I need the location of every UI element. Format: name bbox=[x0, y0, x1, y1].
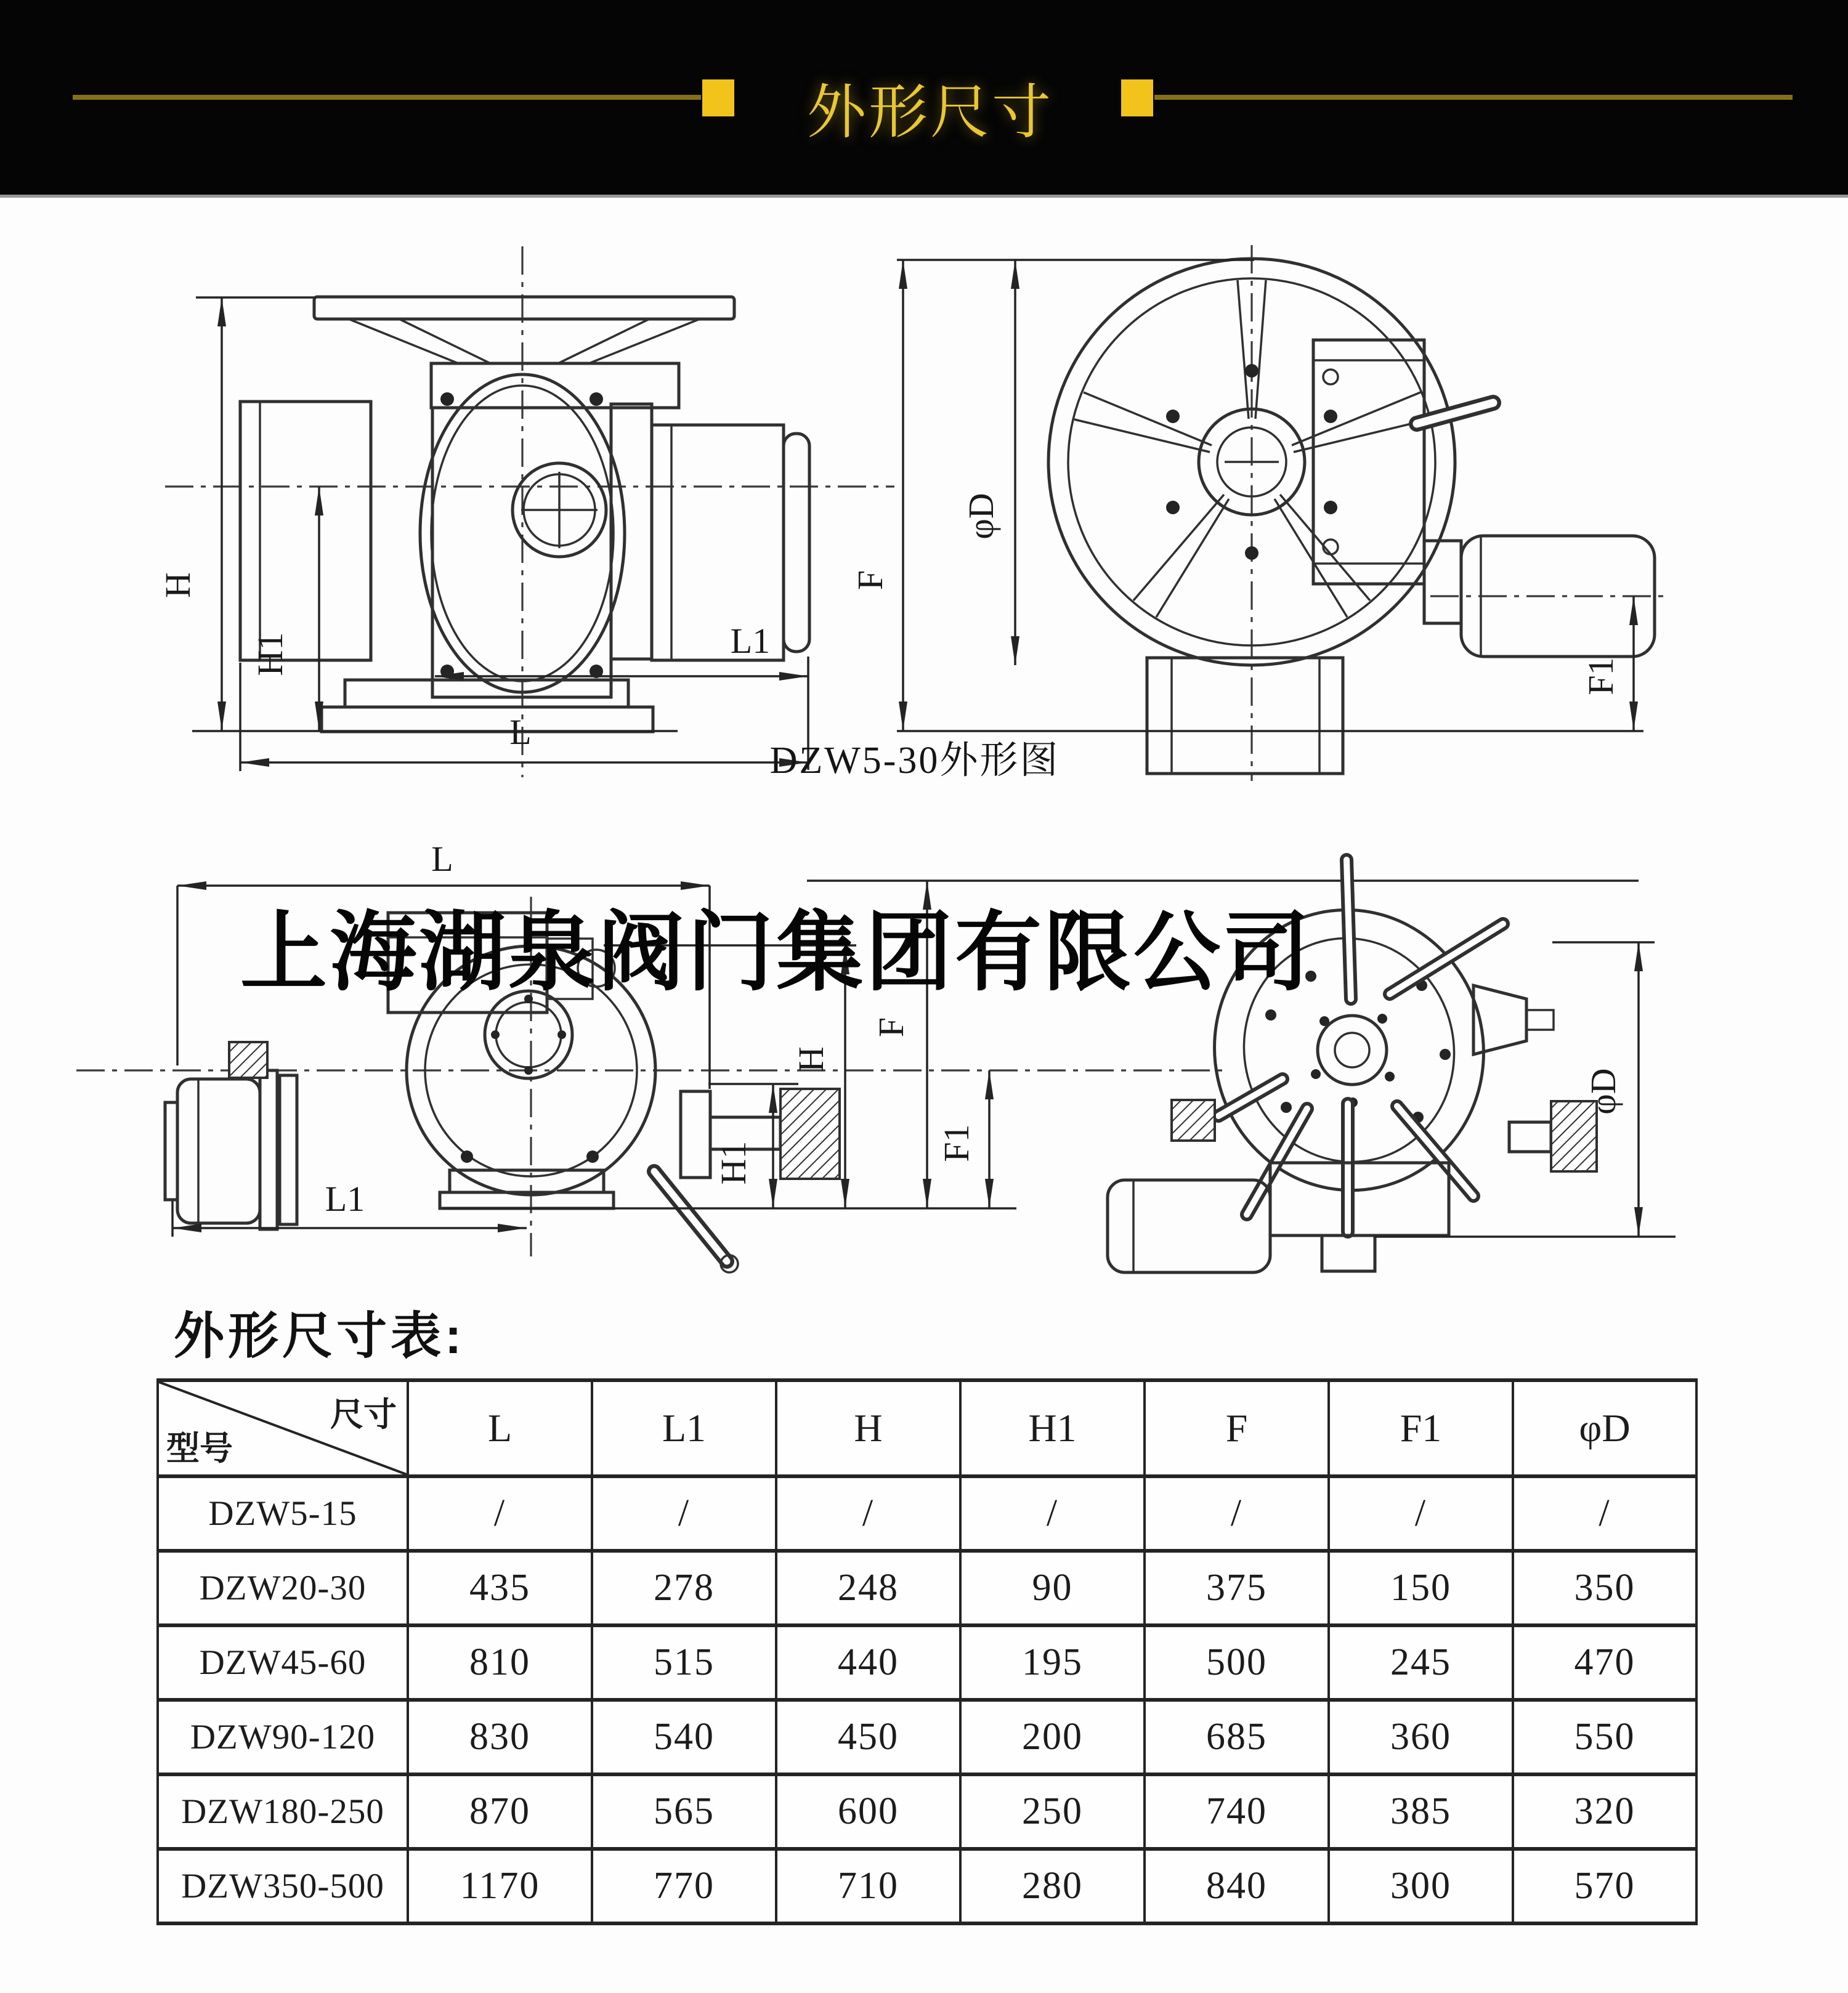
table-row bbox=[158, 1476, 1696, 1551]
model-cell: DZW20-30 bbox=[158, 1551, 408, 1625]
value-cell: 840 bbox=[1145, 1849, 1329, 1923]
actuator-wheel-view bbox=[850, 245, 1671, 781]
value-cell: 540 bbox=[592, 1700, 776, 1774]
top-stud bbox=[229, 1042, 267, 1078]
figure1-drawing bbox=[0, 197, 1848, 788]
value-cell: 200 bbox=[960, 1700, 1145, 1774]
value-cell: 450 bbox=[776, 1700, 960, 1774]
bottom-motor bbox=[1108, 1180, 1270, 1272]
motor-end-cap bbox=[165, 1102, 177, 1200]
value-cell: 300 bbox=[1329, 1849, 1513, 1923]
foot bbox=[1322, 1235, 1375, 1271]
model-cell: DZW45-60 bbox=[158, 1625, 408, 1700]
value-cell: / bbox=[1513, 1476, 1696, 1551]
handwheel-support bbox=[349, 319, 700, 363]
fig1-dim-label-phiD: φD bbox=[961, 493, 1001, 540]
figure2-drawing bbox=[0, 788, 1848, 1300]
value-cell: / bbox=[960, 1476, 1145, 1551]
value-cell: 740 bbox=[1145, 1774, 1329, 1849]
value-cell: 500 bbox=[1145, 1625, 1329, 1700]
value-cell: 440 bbox=[776, 1625, 960, 1700]
bottom-housing bbox=[1270, 1163, 1449, 1235]
table-row bbox=[158, 1700, 1696, 1774]
corner-label-model: 型号 bbox=[166, 1430, 233, 1467]
col-header-phiD: φD bbox=[1513, 1380, 1696, 1476]
table-heading: 外形尺寸表: bbox=[174, 1308, 466, 1364]
value-cell: / bbox=[1329, 1476, 1513, 1551]
col-header-L1: L1 bbox=[592, 1380, 776, 1476]
fig1-dim-label-L: L bbox=[509, 712, 532, 752]
wheel-hub2 bbox=[1318, 1016, 1387, 1085]
watermark: 上海湖泉阀门集团有限公司 bbox=[240, 904, 1313, 1001]
value-cell: 320 bbox=[1513, 1774, 1696, 1849]
col-header-L: L bbox=[408, 1380, 592, 1476]
hand-knob bbox=[780, 1089, 840, 1179]
dimension-table-body bbox=[158, 1476, 1696, 1923]
dimension-table bbox=[156, 1378, 1698, 1925]
value-cell: 248 bbox=[776, 1551, 960, 1625]
value-cell: 685 bbox=[1145, 1700, 1329, 1774]
model-cell: DZW350-500 bbox=[158, 1849, 408, 1923]
value-cell: 565 bbox=[592, 1774, 776, 1849]
fig1-dim-label-L1: L1 bbox=[730, 621, 771, 661]
value-cell: 375 bbox=[1145, 1551, 1329, 1625]
banner-line-left bbox=[73, 95, 701, 100]
table-corner-cell bbox=[158, 1380, 408, 1476]
value-cell: / bbox=[408, 1476, 592, 1551]
lower-housing bbox=[1147, 658, 1343, 774]
fig2-dim-label-phiD: φD bbox=[1583, 1068, 1623, 1115]
fig2-dim-label-F: F bbox=[871, 1017, 911, 1038]
table-header-row bbox=[158, 1380, 1696, 1476]
value-cell: / bbox=[776, 1476, 960, 1551]
col-header-F1: F1 bbox=[1329, 1380, 1513, 1476]
value-cell: 570 bbox=[1513, 1849, 1696, 1923]
banner-line-right bbox=[1154, 95, 1793, 100]
left-knob bbox=[1172, 1100, 1215, 1141]
value-cell: 150 bbox=[1329, 1551, 1513, 1625]
fig1-dim-label-F1: F1 bbox=[1581, 657, 1621, 695]
mount-flange bbox=[431, 363, 679, 408]
value-cell: 830 bbox=[408, 1700, 592, 1774]
value-cell: 550 bbox=[1513, 1700, 1696, 1774]
value-cell: 195 bbox=[960, 1625, 1145, 1700]
value-cell: 360 bbox=[1329, 1700, 1513, 1774]
value-cell: 710 bbox=[776, 1849, 960, 1923]
value-cell: 278 bbox=[592, 1551, 776, 1625]
actuator-front-view bbox=[158, 246, 894, 777]
value-cell: 600 bbox=[776, 1774, 960, 1849]
table-row bbox=[158, 1774, 1696, 1849]
value-cell: 770 bbox=[592, 1849, 776, 1923]
fig2-dim-label-H1: H1 bbox=[713, 1141, 753, 1185]
model-cell: DZW5-15 bbox=[158, 1476, 408, 1551]
value-cell: 385 bbox=[1329, 1774, 1513, 1849]
fig2-dim-label-L1: L1 bbox=[325, 1179, 365, 1219]
value-cell: 245 bbox=[1329, 1625, 1513, 1700]
value-cell: 250 bbox=[960, 1774, 1145, 1849]
value-cell: 280 bbox=[960, 1849, 1145, 1923]
value-cell: 470 bbox=[1513, 1625, 1696, 1700]
col-header-H1: H1 bbox=[960, 1380, 1145, 1476]
fig1-dim-label-F: F bbox=[850, 570, 890, 591]
base-lower bbox=[322, 707, 653, 732]
corner-label-size: 尺寸 bbox=[330, 1396, 397, 1433]
table-row bbox=[158, 1625, 1696, 1700]
model-cell: DZW180-250 bbox=[158, 1774, 408, 1849]
value-cell: 435 bbox=[408, 1551, 592, 1625]
value-cell: / bbox=[1145, 1476, 1329, 1551]
value-cell: 90 bbox=[960, 1551, 1145, 1625]
value-cell: 1170 bbox=[408, 1849, 592, 1923]
side-motor-body bbox=[177, 1079, 260, 1223]
col-header-H: H bbox=[776, 1380, 960, 1476]
motor-cap bbox=[784, 434, 809, 652]
fig2-dim-label-L: L bbox=[431, 839, 453, 879]
value-cell: 515 bbox=[592, 1625, 776, 1700]
table-row bbox=[158, 1551, 1696, 1625]
wheel-bracket bbox=[1313, 340, 1424, 584]
table-row bbox=[158, 1849, 1696, 1923]
section-title: 外形尺寸 bbox=[807, 79, 1053, 145]
value-cell: / bbox=[592, 1476, 776, 1551]
figure1-caption: DZW5-30外形图 bbox=[769, 740, 1060, 782]
value-cell: 810 bbox=[408, 1625, 592, 1700]
section-banner bbox=[0, 0, 1848, 198]
fig1-dim-label-H: H bbox=[158, 572, 198, 598]
fig2-dim-label-F1: F1 bbox=[936, 1124, 976, 1162]
value-cell: 870 bbox=[408, 1774, 592, 1849]
value-cell: 350 bbox=[1513, 1551, 1696, 1625]
fig2-dim-label-H: H bbox=[791, 1046, 831, 1072]
motor-flange bbox=[611, 404, 652, 659]
fig1-dim-label-H1: H1 bbox=[250, 632, 290, 676]
banner-accent-right bbox=[1121, 79, 1153, 116]
col-header-F: F bbox=[1145, 1380, 1329, 1476]
banner-accent-left bbox=[702, 79, 734, 116]
handwheel-top-plate bbox=[314, 297, 734, 319]
model-cell: DZW90-120 bbox=[158, 1700, 408, 1774]
